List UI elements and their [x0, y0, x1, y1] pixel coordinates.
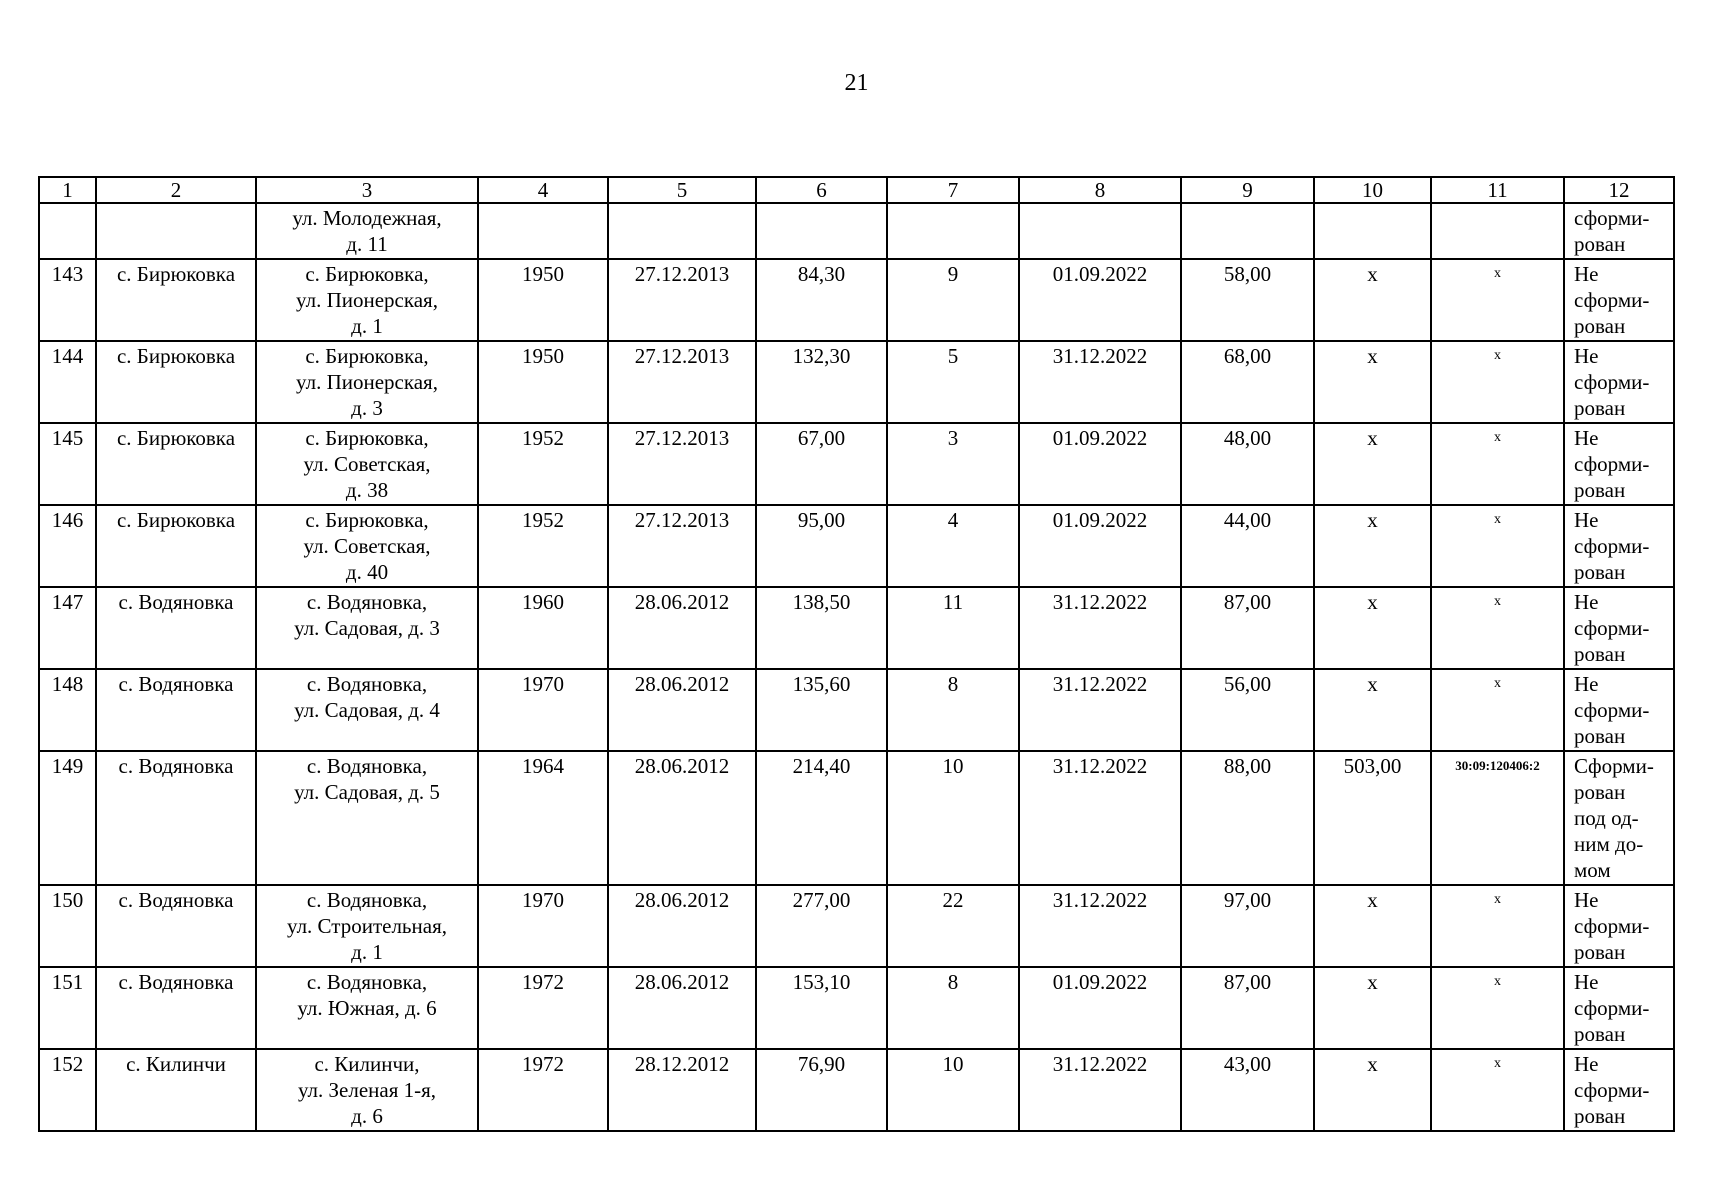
cell-land-area: x [1314, 587, 1431, 669]
cell-wear: 97,00 [1181, 885, 1314, 967]
cell-deadline: 31.12.2022 [1019, 751, 1181, 885]
cell-status: Не сформи- рован [1564, 341, 1674, 423]
cell-area: 153,10 [756, 967, 887, 1049]
housing-registry-table [38, 176, 1675, 1132]
cell-address: ул. Молодежная, д. 11 [256, 203, 478, 259]
cell-area: 135,60 [756, 669, 887, 751]
cell-empty [478, 203, 608, 259]
cell-number: 147 [39, 587, 96, 669]
cell-date: 28.06.2012 [608, 587, 756, 669]
cell-area: 84,30 [756, 259, 887, 341]
cell-number: 152 [39, 1049, 96, 1131]
cell-status: Не сформи- рован [1564, 423, 1674, 505]
cell-empty [756, 203, 887, 259]
column-number: 9 [1181, 177, 1314, 203]
cell-deadline: 31.12.2022 [1019, 885, 1181, 967]
page-number: 21 [844, 70, 869, 96]
cell-year: 1960 [478, 587, 608, 669]
cell-settlement: с. Водяновка [96, 885, 256, 967]
cell-deadline: 31.12.2022 [1019, 341, 1181, 423]
cell-area: 95,00 [756, 505, 887, 587]
cell-year: 1950 [478, 341, 608, 423]
cell-residents: 11 [887, 587, 1019, 669]
cell-wear: 87,00 [1181, 967, 1314, 1049]
cell-area: 67,00 [756, 423, 887, 505]
cell-year: 1952 [478, 505, 608, 587]
cell-status: Не сформи- рован [1564, 967, 1674, 1049]
cell-cadastral: x [1431, 423, 1564, 505]
cell-date: 28.06.2012 [608, 885, 756, 967]
cell-wear: 48,00 [1181, 423, 1314, 505]
cell-cadastral: x [1431, 885, 1564, 967]
cell-address: с. Водяновка, ул. Садовая, д. 4 [256, 669, 478, 751]
cell-status: Не сформи- рован [1564, 1049, 1674, 1131]
cell-empty [1181, 203, 1314, 259]
cell-land-area: x [1314, 341, 1431, 423]
cell-deadline: 31.12.2022 [1019, 1049, 1181, 1131]
cell-date: 28.12.2012 [608, 1049, 756, 1131]
column-number: 10 [1314, 177, 1431, 203]
cell-land-area: x [1314, 669, 1431, 751]
cell-residents: 5 [887, 341, 1019, 423]
cell-year: 1972 [478, 967, 608, 1049]
cell-date: 28.06.2012 [608, 669, 756, 751]
cell-empty [39, 203, 96, 259]
cell-number: 146 [39, 505, 96, 587]
cell-number: 144 [39, 341, 96, 423]
cell-status: Не сформи- рован [1564, 505, 1674, 587]
cell-area: 132,30 [756, 341, 887, 423]
cell-wear: 43,00 [1181, 1049, 1314, 1131]
cell-land-area: x [1314, 967, 1431, 1049]
cell-wear: 58,00 [1181, 259, 1314, 341]
cell-area: 138,50 [756, 587, 887, 669]
cell-cadastral: x [1431, 505, 1564, 587]
cell-land-area: x [1314, 505, 1431, 587]
cell-settlement: с. Водяновка [96, 587, 256, 669]
table-row [39, 1049, 1674, 1131]
cell-cadastral: x [1431, 669, 1564, 751]
cell-cadastral: x [1431, 259, 1564, 341]
table-row [39, 505, 1674, 587]
cell-wear: 68,00 [1181, 341, 1314, 423]
table-row [39, 751, 1674, 885]
cell-residents: 8 [887, 669, 1019, 751]
cell-land-area: x [1314, 259, 1431, 341]
table-row [39, 423, 1674, 505]
cell-cadastral: x [1431, 341, 1564, 423]
column-number: 6 [756, 177, 887, 203]
cell-empty [96, 203, 256, 259]
cell-date: 28.06.2012 [608, 967, 756, 1049]
cell-number: 143 [39, 259, 96, 341]
cell-status: сформи- рован [1564, 203, 1674, 259]
cell-empty [1431, 203, 1564, 259]
cell-residents: 4 [887, 505, 1019, 587]
cell-date: 27.12.2013 [608, 423, 756, 505]
cell-date: 27.12.2013 [608, 341, 756, 423]
cell-settlement: с. Бирюковка [96, 505, 256, 587]
cell-settlement: с. Килинчи [96, 1049, 256, 1131]
cell-number: 150 [39, 885, 96, 967]
cell-year: 1950 [478, 259, 608, 341]
column-number: 4 [478, 177, 608, 203]
cell-residents: 8 [887, 967, 1019, 1049]
cell-wear: 87,00 [1181, 587, 1314, 669]
cell-address: с. Бирюковка, ул. Советская, д. 38 [256, 423, 478, 505]
cell-empty [887, 203, 1019, 259]
column-number: 1 [39, 177, 96, 203]
cell-empty [1314, 203, 1431, 259]
cell-status: Не сформи- рован [1564, 587, 1674, 669]
cell-number: 149 [39, 751, 96, 885]
table-row [39, 967, 1674, 1049]
column-number: 11 [1431, 177, 1564, 203]
table-row [39, 669, 1674, 751]
cell-land-area: x [1314, 885, 1431, 967]
cell-number: 148 [39, 669, 96, 751]
column-number: 2 [96, 177, 256, 203]
cell-area: 214,40 [756, 751, 887, 885]
cell-deadline: 01.09.2022 [1019, 423, 1181, 505]
cell-deadline: 01.09.2022 [1019, 505, 1181, 587]
cell-address: с. Килинчи, ул. Зеленая 1-я, д. 6 [256, 1049, 478, 1131]
cell-residents: 22 [887, 885, 1019, 967]
cell-address: с. Водяновка, ул. Строительная, д. 1 [256, 885, 478, 967]
cell-status: Не сформи- рован [1564, 669, 1674, 751]
table-row [39, 259, 1674, 341]
cell-land-area: 503,00 [1314, 751, 1431, 885]
cell-year: 1970 [478, 669, 608, 751]
column-number: 3 [256, 177, 478, 203]
column-number: 7 [887, 177, 1019, 203]
cell-status: Не сформи- рован [1564, 259, 1674, 341]
cell-year: 1970 [478, 885, 608, 967]
cell-address: с. Водяновка, ул. Садовая, д. 5 [256, 751, 478, 885]
column-number: 12 [1564, 177, 1674, 203]
cell-settlement: с. Водяновка [96, 751, 256, 885]
cell-wear: 88,00 [1181, 751, 1314, 885]
cell-status: Сформи- рован под од- ним до- мом [1564, 751, 1674, 885]
cell-cadastral: x [1431, 587, 1564, 669]
cell-empty [608, 203, 756, 259]
cell-year: 1964 [478, 751, 608, 885]
cell-residents: 9 [887, 259, 1019, 341]
cell-date: 28.06.2012 [608, 751, 756, 885]
cell-settlement: с. Водяновка [96, 967, 256, 1049]
column-number-row [39, 177, 1674, 203]
cell-cadastral: 30:09:120406:2 [1431, 751, 1564, 885]
cell-residents: 10 [887, 1049, 1019, 1131]
cell-land-area: x [1314, 1049, 1431, 1131]
cell-settlement: с. Бирюковка [96, 259, 256, 341]
cell-residents: 3 [887, 423, 1019, 505]
cell-empty [1019, 203, 1181, 259]
cell-settlement: с. Бирюковка [96, 423, 256, 505]
cell-address: с. Бирюковка, ул. Советская, д. 40 [256, 505, 478, 587]
cell-deadline: 31.12.2022 [1019, 587, 1181, 669]
cell-address: с. Бирюковка, ул. Пионерская, д. 1 [256, 259, 478, 341]
cell-area: 76,90 [756, 1049, 887, 1131]
cell-status: Не сформи- рован [1564, 885, 1674, 967]
cell-cadastral: x [1431, 1049, 1564, 1131]
cell-date: 27.12.2013 [608, 259, 756, 341]
table-row [39, 587, 1674, 669]
column-number: 5 [608, 177, 756, 203]
cell-year: 1972 [478, 1049, 608, 1131]
column-number: 8 [1019, 177, 1181, 203]
cell-date: 27.12.2013 [608, 505, 756, 587]
table-row [39, 341, 1674, 423]
cell-wear: 56,00 [1181, 669, 1314, 751]
cell-cadastral: x [1431, 967, 1564, 1049]
cell-number: 145 [39, 423, 96, 505]
cell-address: с. Водяновка, ул. Южная, д. 6 [256, 967, 478, 1049]
cell-address: с. Водяновка, ул. Садовая, д. 3 [256, 587, 478, 669]
cell-deadline: 01.09.2022 [1019, 967, 1181, 1049]
continuation-row [39, 203, 1674, 259]
cell-deadline: 31.12.2022 [1019, 669, 1181, 751]
cell-address: с. Бирюковка, ул. Пионерская, д. 3 [256, 341, 478, 423]
cell-land-area: x [1314, 423, 1431, 505]
cell-residents: 10 [887, 751, 1019, 885]
cell-wear: 44,00 [1181, 505, 1314, 587]
cell-area: 277,00 [756, 885, 887, 967]
table-row [39, 885, 1674, 967]
cell-settlement: с. Водяновка [96, 669, 256, 751]
cell-year: 1952 [478, 423, 608, 505]
cell-settlement: с. Бирюковка [96, 341, 256, 423]
cell-number: 151 [39, 967, 96, 1049]
cell-deadline: 01.09.2022 [1019, 259, 1181, 341]
